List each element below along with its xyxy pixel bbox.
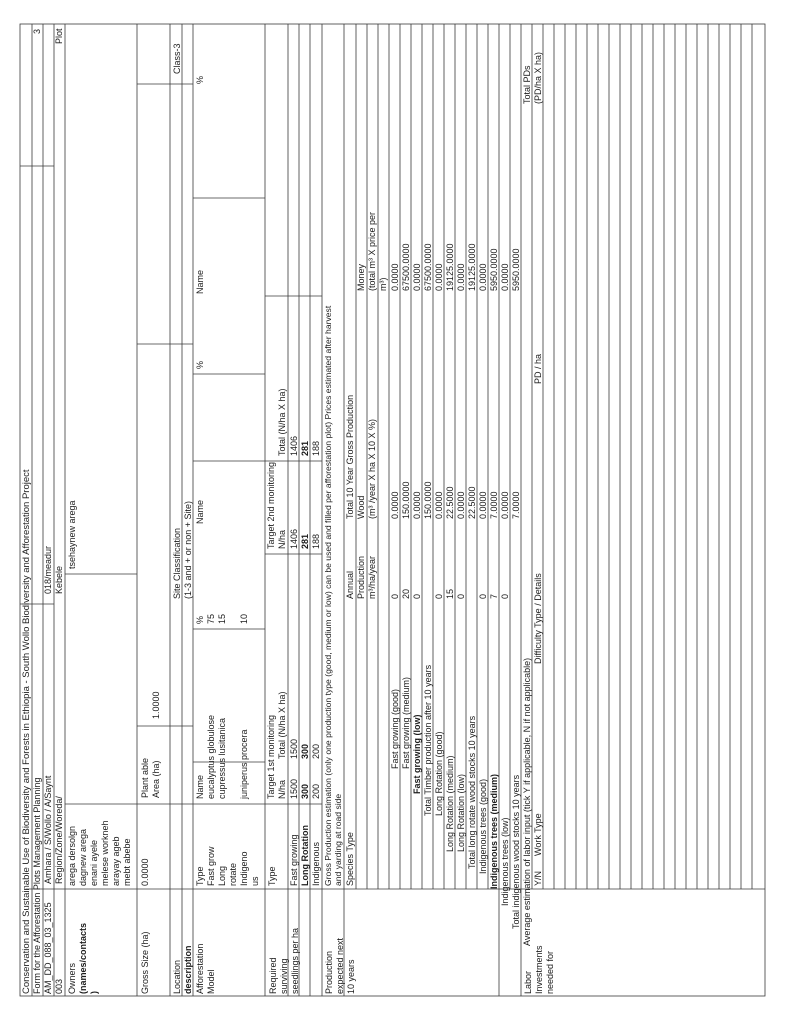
production-species: Indigenous trees (medium) (489, 773, 499, 889)
plantable-area-unit: Area (ha) (151, 760, 161, 798)
seedling-type: Long Rotation (300, 825, 310, 886)
production-wood: 150.0000 (423, 481, 433, 519)
site-classification-note: (1-3 and + or non + Site) (183, 500, 193, 599)
labor-label-2: Investments (534, 945, 544, 994)
admin-location: Amhara / S/Wollo / A/Saynt (43, 775, 53, 884)
production-note-2: and yarding at road side (333, 793, 343, 886)
gross-size-label: Gross Size (ha) (140, 931, 150, 994)
production-annual: 0 (390, 593, 400, 599)
total-production-header: Total 10 Year Gross Production (345, 394, 355, 519)
wood-header: Wood (356, 495, 366, 519)
production-annual: 0 (478, 593, 488, 599)
model-type: rotate (228, 862, 238, 886)
model-name-header-3: Name (195, 269, 205, 294)
seedling-n1: 300 (300, 783, 310, 799)
model-pct-header-2: % (195, 360, 205, 369)
afforestation-model-label: Afforestation (195, 943, 205, 994)
seedling-n2: 281 (300, 533, 310, 549)
work-type-header: Work Type (533, 813, 543, 856)
seedling-type: Indigenous (311, 841, 321, 886)
plot-number: 003 (54, 978, 64, 994)
production-wood: 0.0000 (434, 491, 444, 519)
owner-name: melese workneh (100, 820, 110, 886)
wood-unit: (m³ /year X ha X 10 X %) (367, 418, 377, 519)
model-percent: 10 (239, 613, 249, 624)
site-class-value: Class-3 (172, 43, 182, 74)
second-monitoring-nha-header: N/ha (277, 529, 287, 549)
production-wood: 0.0000 (500, 491, 510, 519)
model-species: eucalyptus globulose (206, 714, 216, 799)
production-wood: 150.0000 (401, 481, 411, 519)
form-number: 3 (32, 28, 42, 34)
model-percent: 75 (206, 613, 216, 624)
production-annual: 0 (434, 593, 444, 599)
production-label: Production (324, 950, 334, 994)
second-monitoring-header: Target 2nd monitoring (266, 461, 276, 549)
owner-name: mebt abebe (122, 838, 132, 886)
labor-average-note: Average estimation of labor input (tick Y if applicable, N if not applicable) (522, 657, 532, 946)
seedling-n2: 1406 (289, 528, 299, 549)
production-wood: 0.0000 (456, 491, 466, 519)
production-money: 0.0000 (434, 263, 444, 291)
production-money: 67500.0000 (401, 243, 411, 291)
production-wood: 0.0000 (412, 491, 422, 519)
owner-name: arayay ageb (111, 836, 121, 886)
model-species: juniperus procera (239, 729, 249, 799)
production-money: 0.0000 (500, 263, 510, 291)
pd-per-ha-header: PD / ha (533, 353, 543, 384)
seedlings-label-2: surviving (279, 958, 289, 994)
difficulty-header: Difficulty Type / Details (533, 573, 543, 664)
plantable-area-label: Plant able (140, 757, 150, 798)
production-money: 67500.0000 (423, 243, 433, 291)
production-wood: 22.5000 (467, 486, 477, 519)
production-species: Indigenous trees (low) (500, 817, 510, 906)
owner-name: arega dersolgn (67, 825, 77, 886)
production-wood: 0.0000 (478, 491, 488, 519)
model-name-header-2: Name (195, 499, 205, 524)
production-money: 5950.0000 (489, 248, 499, 291)
production-species: Total Timber production after 10 years (423, 664, 433, 816)
money-header: Money (356, 263, 366, 291)
production-annual: 0 (500, 593, 510, 599)
owner-name: enani ayele (89, 839, 99, 886)
production-money: 0.0000 (478, 263, 488, 291)
gross-size-value: 0.0000 (140, 858, 150, 886)
production-wood: 0.0000 (390, 491, 400, 519)
seedling-n1: 1500 (289, 778, 299, 799)
site-classification-label: Site Classification (172, 527, 182, 599)
second-monitoring-total-header: Total (N/ha X ha) (277, 388, 287, 456)
seedlings-label-3: seedlings per ha (290, 927, 300, 994)
production-species: Fast growing (good) (390, 688, 400, 769)
production-note: Gross Production estimation (only one production type (good, medium or low) can be used and filled per afforestation plot) Prices estimated after harvest (323, 305, 333, 886)
production-species: Total indigenous wood stocks 10 years (511, 774, 521, 929)
production-wood: 22.5000 (445, 486, 455, 519)
region-label: Region/Zone/Woreda/ (54, 796, 64, 884)
owners-label: Owners (67, 962, 77, 994)
production-money: 0.0000 (412, 263, 422, 291)
seedling-t2: 188 (311, 440, 321, 456)
seedling-t2: 1406 (289, 435, 299, 456)
money-unit-2: m³) (378, 277, 388, 291)
model-type: Long (217, 865, 227, 886)
model-type-header: Type (195, 866, 205, 886)
production-annual: 0 (456, 593, 466, 599)
production-species: Fast growing (medium) (401, 676, 411, 769)
production-annual: 15 (445, 588, 455, 599)
seedling-type: Fast growing (289, 834, 299, 886)
plantable-area-value: 1.0000 (151, 691, 161, 719)
first-monitoring-total-header: Total (N/ha X ha) (277, 691, 287, 759)
total-pds-header: Total PDs (522, 65, 532, 104)
annual-production-header-2: Production (356, 555, 366, 599)
production-annual: 0 (412, 593, 422, 599)
production-species: Indigenous trees (good) (478, 778, 488, 874)
owners-label-3: ) (89, 991, 99, 994)
money-unit: (total m³ X price per (367, 211, 377, 291)
model-species: cupressus lusitanica (217, 717, 227, 799)
model-percent: 15 (217, 613, 227, 624)
labor-label: Labor (523, 970, 533, 994)
model-name-header: Name (195, 774, 205, 799)
afforestation-model-label-2: Model (206, 969, 216, 994)
annual-production-header: Annual (345, 570, 355, 599)
production-label-2: expected next (335, 937, 345, 994)
plot-code: AM_DD_088_03_1325 (43, 902, 53, 994)
production-money: 5950.0000 (511, 248, 521, 291)
location-description-label: description (183, 945, 193, 994)
seedling-n1: 200 (311, 783, 321, 799)
model-type: us (250, 876, 260, 886)
production-species: Total long rotate wood stocks 10 years (467, 715, 477, 869)
model-type: Indigeno (239, 851, 249, 886)
production-wood: 7.0000 (511, 491, 521, 519)
owner-name: dagnew arega (78, 828, 88, 886)
annual-production-unit: m³/ha/year (367, 555, 377, 599)
owner-name: tsehaynew arega (67, 500, 77, 569)
production-species: Long Rotation (medium) (445, 755, 455, 852)
kebele-name: 018/meadur (43, 545, 53, 594)
model-pct-header-3: % (195, 75, 205, 84)
owners-label-2: (names/contacts (78, 922, 88, 994)
seedling-t1: 200 (311, 743, 321, 759)
kebele-label: Kebele (54, 565, 64, 594)
species-type-header: Species Type (345, 832, 355, 886)
first-monitoring-header: Target 1st monitoring (266, 714, 276, 799)
form-title: Form for the Afforestation Plots Management Planning (32, 777, 42, 994)
seedling-t1: 300 (300, 743, 310, 759)
production-money: 19125.0000 (445, 243, 455, 291)
project-title: Conservation and Sustainable Use of Biodiversity and Forests in Ethiopia - South Wollo Biodiversity and Afforestation Project (21, 469, 32, 994)
production-species: Fast growing (low) (412, 714, 422, 794)
yn-header: Y/N (533, 870, 543, 886)
model-pct-header: % (195, 615, 205, 624)
first-monitoring-nha-header: N/ha (277, 779, 287, 799)
model-type: Fast grow (206, 846, 216, 886)
production-species: Long Rotation (low) (456, 773, 466, 852)
production-annual: 20 (401, 588, 411, 599)
seedling-t2: 281 (300, 440, 310, 456)
seedling-n2: 188 (311, 533, 321, 549)
production-wood: 7.0000 (489, 491, 499, 519)
seedling-t1: 1500 (289, 738, 299, 759)
production-species: Long Rotation (good) (434, 731, 444, 816)
labor-label-3: needed for (545, 950, 555, 994)
production-annual: 7 (489, 593, 499, 599)
production-label-3: 10 years (346, 959, 356, 994)
plot-label: Plot (54, 28, 64, 44)
production-money: 0.0000 (390, 263, 400, 291)
total-pds-unit: (PD/ha X ha) (533, 51, 543, 104)
production-money: 0.0000 (456, 263, 466, 291)
seedling-type-header: Type (267, 866, 277, 886)
production-money: 19125.0000 (467, 243, 477, 291)
location-label: Location (172, 959, 182, 994)
seedlings-label: Required (268, 957, 278, 994)
